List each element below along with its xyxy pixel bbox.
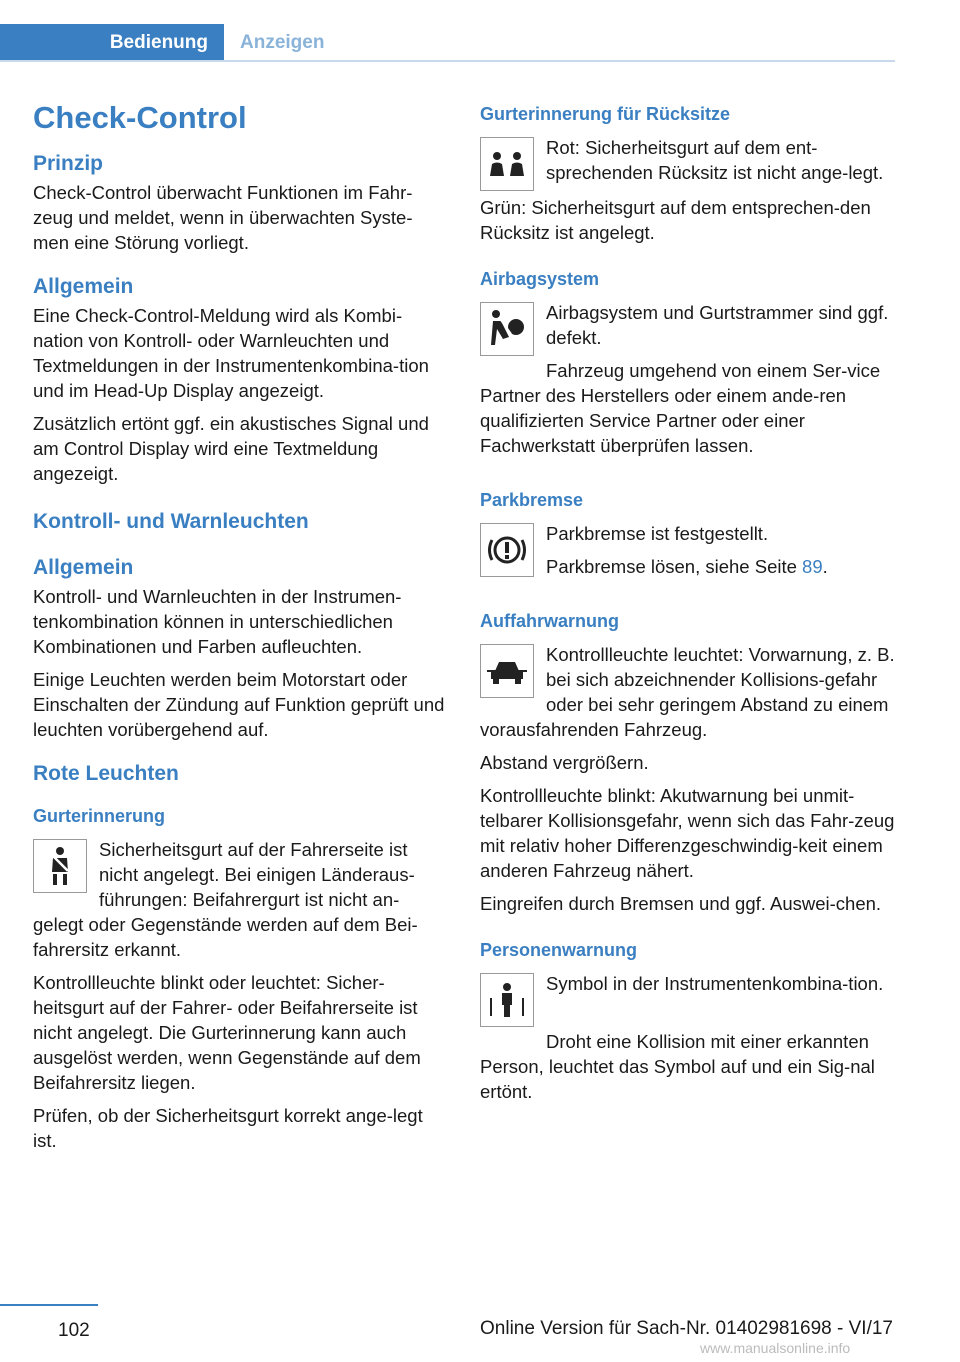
- auffahr-paragraph-2: Abstand vergrößern.: [480, 752, 649, 773]
- person-paragraph-1: Symbol in der Instrumentenkombina-tion.: [546, 973, 884, 994]
- allgemein-paragraph-1: Eine Check-Control-Meldung wird als Kombi-nation von Kontroll- oder Warnleuchten und Textmeldungen in der Instrumentenkombina-tion und im Head-Up Display angezeigt.: [33, 305, 429, 401]
- page-link-89[interactable]: 89: [802, 556, 823, 577]
- allgemein2-paragraph-1: Kontroll- und Warnleuchten in der Instrumen-tenkombination können in unterschiedlichen Kombinationen und Farben aufleuchten.: [33, 586, 402, 657]
- online-version-text: Online Version für Sach-Nr. 01402981698 - VI/17: [480, 1318, 893, 1339]
- header-tabs: [0, 0, 960, 62]
- left-column: [33, 92, 448, 1161]
- tab-anzeigen[interactable]: Anzeigen: [240, 32, 325, 53]
- auffahr-paragraph-1: Kontrollleuchte leuchtet: Vorwarnung, z. B. bei sich abzeichnender Kollisions-gefahr oder bei sehr geringem Abstand zu einem vorausfahrenden Fahrzeug.: [480, 644, 895, 740]
- tab-bedienung[interactable]: Bedienung: [0, 24, 224, 62]
- airbag-paragraph-2: Fahrzeug umgehend von einem Ser-vice Partner des Herstellers oder einem ande-ren qualifizierten Service Partner oder einer Fachwerkstatt überprüfen lassen.: [480, 360, 881, 456]
- allgemein-paragraph-2: Zusätzlich ertönt ggf. ein akustisches Signal und am Control Display wird eine Textmeldung angezeigt.: [33, 413, 429, 484]
- collision-warning-icon: [480, 644, 534, 698]
- heading-gurterinnerung: Gurterinnerung: [33, 806, 166, 826]
- heading-airbagsystem: Airbagsystem: [480, 269, 600, 289]
- heading-gurterinnerung-ruecksitze: Gurterinnerung für Rücksitze: [480, 104, 731, 124]
- prinzip-text: Check-Control überwacht Funktionen im Fahr-zeug und meldet, wenn in überwachten Syste-men eine Störung vorliegt.: [33, 182, 413, 253]
- heading-allgemein-2: Allgemein: [33, 556, 134, 579]
- parking-brake-icon: [480, 523, 534, 577]
- airbag-icon: [480, 302, 534, 356]
- auffahr-paragraph-3: Kontrollleuchte blinkt: Akutwarnung bei unmit-telbarer Kollisionsgefahr, wenn sich das Fahr-zeug mit relativ hoher Differenzgeschwindig-keit einem anderen Fahrzeug nähert.: [480, 785, 895, 881]
- heading-prinzip: Prinzip: [33, 152, 104, 175]
- right-column: [480, 92, 895, 1112]
- pedestrian-warning-icon: [480, 973, 534, 1027]
- auffahr-paragraph-4: Eingreifen durch Bremsen und ggf. Auswei-chen.: [480, 893, 882, 914]
- gurt-paragraph-2: Kontrollleuchte blinkt oder leuchtet: Sicher-heitsgurt auf der Fahrer- oder Beifahrerseite ist nicht angelegt. Die Gurterinnerung kann auch ausgelöst werden, wenn Gegenstände auf dem Beifahrersitz liegen.: [33, 972, 421, 1093]
- page-number: 102: [58, 1320, 90, 1341]
- heading-auffahrwarnung: Auffahrwarnung: [480, 611, 619, 631]
- heading-parkbremse: Parkbremse: [480, 490, 584, 510]
- heading-personenwarnung: Personenwarnung: [480, 940, 638, 960]
- park-text-end: .: [822, 556, 828, 577]
- allgemein2-paragraph-2: Einige Leuchten werden beim Motorstart oder Einschalten der Zündung auf Funktion geprüft und leuchten vorübergehend auf.: [33, 669, 445, 740]
- rear-seatbelt-icon: [480, 137, 534, 191]
- park-paragraph-1: Parkbremse ist festgestellt.: [546, 523, 769, 544]
- seatbelt-icon: [33, 839, 87, 893]
- footer-divider: [0, 1304, 98, 1306]
- page-title: Check-Control: [33, 100, 247, 135]
- park-paragraph-2: [480, 554, 895, 579]
- header-divider: [0, 60, 895, 62]
- person-paragraph-2: Droht eine Kollision mit einer erkannten Person, leuchtet das Symbol auf und ein Sig-nal ertönt.: [480, 1031, 875, 1102]
- heading-kontroll-warnleuchten: Kontroll- und Warnleuchten: [33, 510, 309, 533]
- rueck-paragraph-2: Grün: Sicherheitsgurt auf dem entsprechen-den Rücksitz ist angelegt.: [480, 197, 871, 243]
- rueck-paragraph-1: Rot: Sicherheitsgurt auf dem ent-sprechenden Rücksitz ist nicht ange-legt.: [546, 137, 884, 183]
- gurt-paragraph-1: Sicherheitsgurt auf der Fahrerseite ist nicht angelegt. Bei einigen Länderaus-führungen: Beifahrergurt ist nicht an-gelegt oder Gegenstände werden auf dem Bei-fahrersitz erkannt.: [33, 839, 418, 960]
- watermark: www.manualsonline.info: [700, 1340, 851, 1356]
- airbag-paragraph-1: Airbagsystem und Gurtstrammer sind ggf. defekt.: [546, 302, 889, 348]
- park-text: Parkbremse lösen, siehe Seite: [546, 556, 803, 577]
- heading-allgemein: Allgemein: [33, 275, 134, 298]
- gurt-paragraph-3: Prüfen, ob der Sicherheitsgurt korrekt ange-legt ist.: [33, 1105, 423, 1151]
- heading-rote-leuchten: Rote Leuchten: [33, 762, 179, 785]
